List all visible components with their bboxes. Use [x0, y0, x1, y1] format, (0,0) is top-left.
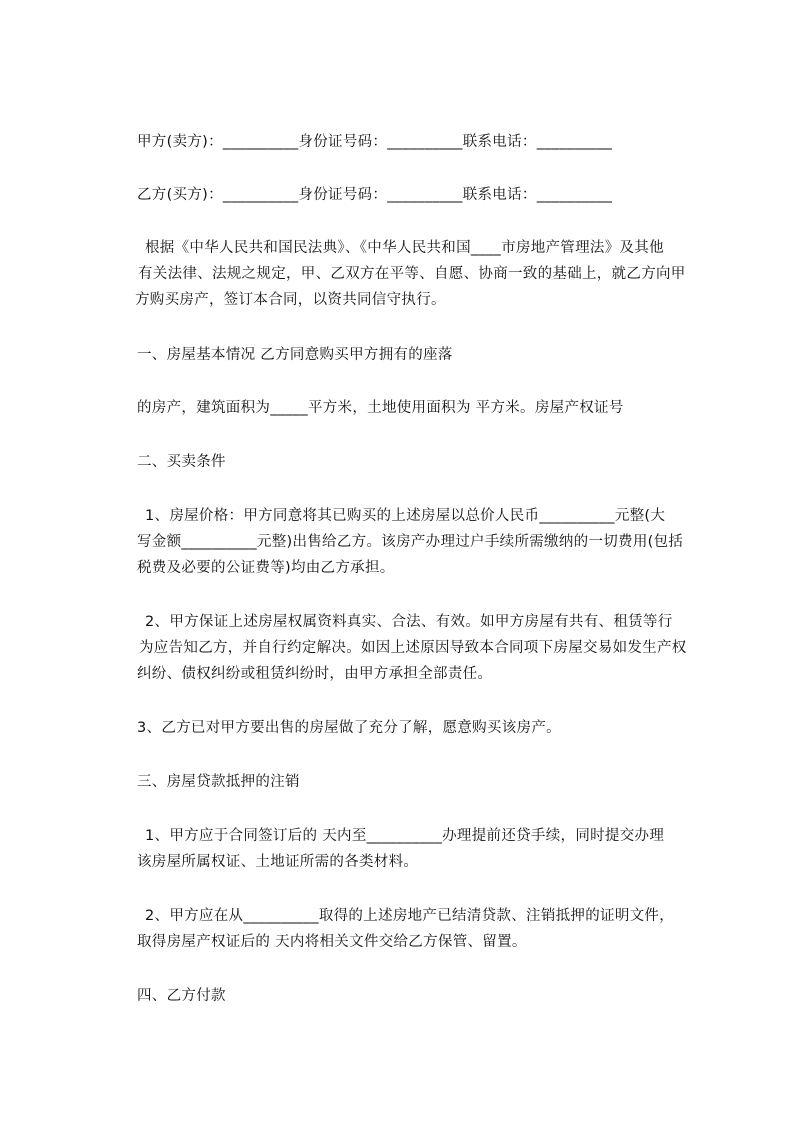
- section2-item1-line-3: 税费及必要的公证费等)均由乙方承担。: [137, 560, 395, 576]
- preamble-line-3: 方购买房产，签订本合同，以资共同信守执行。: [135, 292, 446, 308]
- section2-item1-line-1: 1、房屋价格：甲方同意将其已购买的上述房屋以总价人民币__________元整(大: [145, 508, 666, 524]
- section2-item2-line-3: 纠纷、债权纠纷或租赁纠纷时，由甲方承担全部责任。: [137, 666, 493, 682]
- preamble-line-2: 有关法律、法规之规定，甲、乙双方在平等、自愿、协商一致的基础上，就乙方向甲: [138, 266, 686, 282]
- section2-item3: 3、乙方已对甲方要出售的房屋做了充分了解，愿意购买该房产。: [137, 720, 561, 736]
- section3-item1-line-2: 该房屋所属权证、土地证所需的各类材料。: [137, 854, 419, 870]
- section2-item2-line-2: 为应告知乙方，并自行约定解决。如因上述原因导致本合同项下房屋交易如发生产权: [139, 640, 687, 656]
- section2-item2-line-1: 2、甲方保证上述房屋权属资料真实、合法、有效。如甲方房屋有共有、租赁等行: [145, 614, 673, 630]
- section2-item1-line-2: 写金额__________元整)出售给乙方。该房产办理过户手续所需缴纳的一切费用(包括: [137, 534, 684, 550]
- section3-item1-line-1: 1、甲方应于合同签订后的 天内至__________办理提前还贷手续，同时提交办理: [145, 828, 665, 844]
- section1-title: 一、房屋基本情况 乙方同意购买甲方拥有的座落: [137, 347, 453, 363]
- preamble-line-1: 根据《中华人民共和国民法典》、《中华人民共和国____市房地产管理法》及其他: [145, 240, 664, 256]
- section4-title: 四、乙方付款: [137, 988, 226, 1004]
- party-b-line: 乙方(买方)：__________身份证号码：__________联系电话：__________: [137, 187, 613, 203]
- section3-item2-line-1: 2、甲方应在从__________取得的上述房地产已结清贷款、注销抵押的证明文件，: [145, 908, 675, 924]
- section1-body: 的房产，建筑面积为_____平方米，土地使用面积为 平方米。房屋产权证号: [137, 400, 624, 416]
- section3-title: 三、房屋贷款抵押的注销: [137, 774, 300, 790]
- party-a-line: 甲方(卖方)：__________身份证号码：__________联系电话：__________: [137, 134, 613, 150]
- section3-item2-line-2: 取得房屋产权证后的 天内将相关文件交给乙方保管、留置。: [137, 934, 527, 950]
- section2-title: 二、买卖条件: [137, 454, 226, 470]
